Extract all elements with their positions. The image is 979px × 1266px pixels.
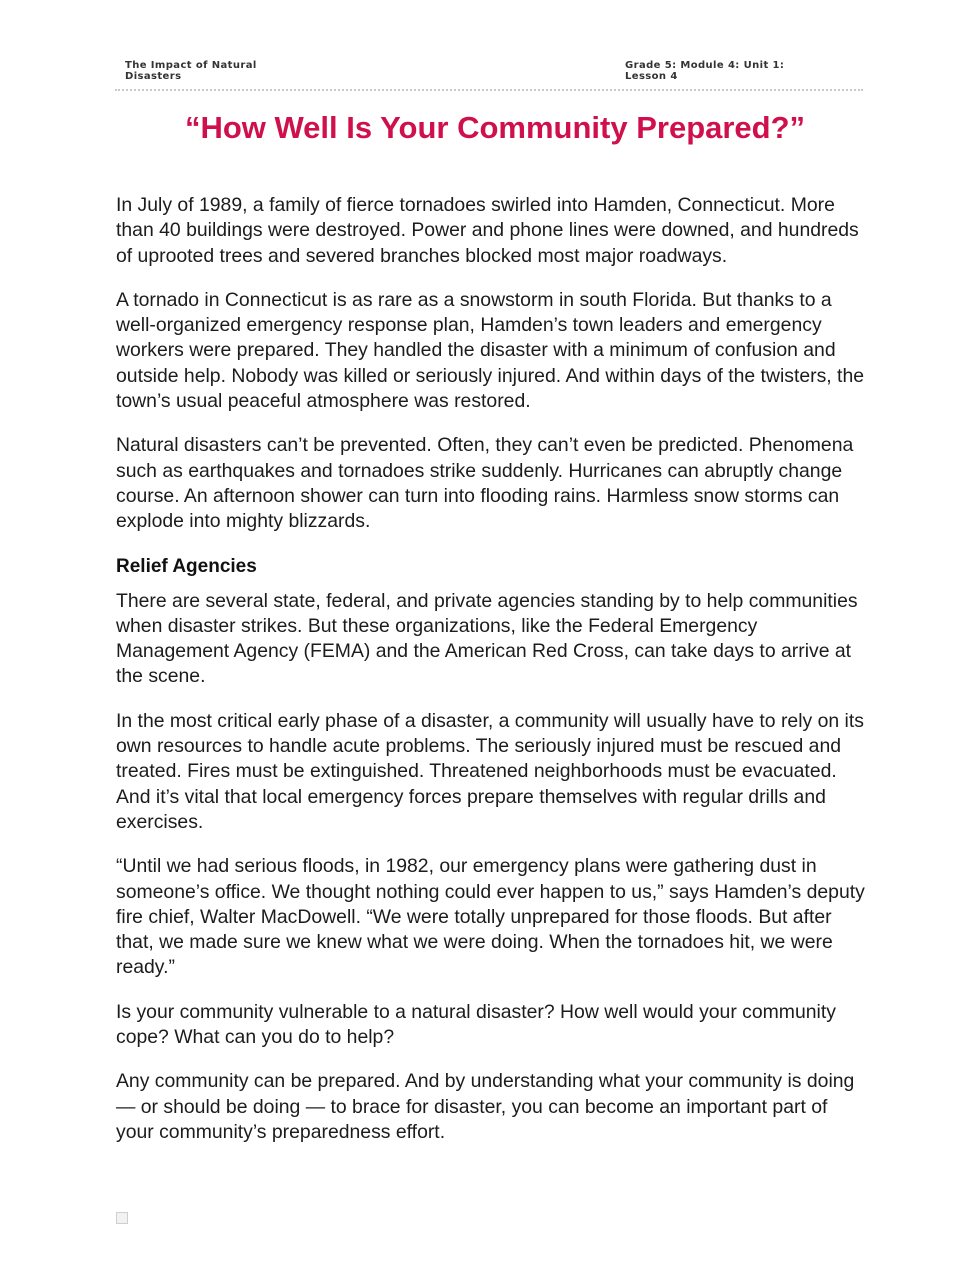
paragraph-8: Any community can be prepared. And by understanding what your community is doing — or should be doing — to brace for disaster, you can become an important part of your community’s preparedness effort. [116, 1070, 855, 1143]
paragraph-2: A tornado in Connecticut is as rare as a snowstorm in south Florida. But thanks to a well-organized emergency response plan, Hamden’s town leaders and emergency workers were prepared. They handled the disaster with a minimum of confusion and outside help. Nobody was killed or seriously injured. And within days of the twisters, the town’s usual peaceful atmosphere was restored. [116, 288, 865, 413]
page-title: “How Well Is Your Community Prepared?” [184, 110, 806, 145]
header-document-title: The Impact of Natural Disasters [125, 60, 257, 82]
footer-placeholder-icon [116, 1212, 128, 1224]
paragraph-6: “Until we had serious floods, in 1982, our emergency plans were gathering dust in someone’s office. We thought nothing could ever happen to us,” says Hamden’s deputy fire chief, Walter MacDowell. “We were totally unprepared for those floods. But after that, we made sure we knew what we were doing. When the tornadoes hit, we were ready.” [116, 855, 865, 979]
paragraph-5: In the most critical early phase of a disaster, a community will usually have to rely on its own resources to handle acute problems. The seriously injured must be rescued and treated. Fires must be extinguished. Threatened neighborhoods must be evacuated. And it’s vital that local emergency forces prepare themselves with regular drills and exercises. [116, 709, 864, 833]
page-header [125, 60, 860, 84]
paragraph-4: There are several state, federal, and private agencies standing by to help communities when disaster strikes. But these organizations, like the Federal Emergency Management Agency (FEMA) and the American Red Cross, can take days to arrive at the scene. [116, 589, 858, 688]
paragraph-7: Is your community vulnerable to a natural disaster? How well would your community cope? What can you do to help? [116, 1000, 836, 1049]
paragraph-1: In July of 1989, a family of fierce tornadoes swirled into Hamden, Connecticut. More than 40 buildings were destroyed. Power and phone lines were downed, and hundreds of uprooted trees and severed branches blocked most major roadways. [116, 194, 859, 267]
header-divider [115, 89, 863, 91]
header-lesson-label: Grade 5: Module 4: Unit 1: Lesson 4 [625, 60, 785, 82]
paragraph-3: Natural disasters can’t be prevented. Often, they can’t even be predicted. Phenomena such as earthquakes and tornadoes strike suddenly. Hurricanes can abruptly change course. An afternoon shower can turn into flooding rains. Harmless snow storms can explode into mighty blizzards. [116, 434, 854, 533]
article-body [116, 193, 868, 1164]
section-heading-relief-agencies: Relief Agencies [116, 555, 257, 577]
